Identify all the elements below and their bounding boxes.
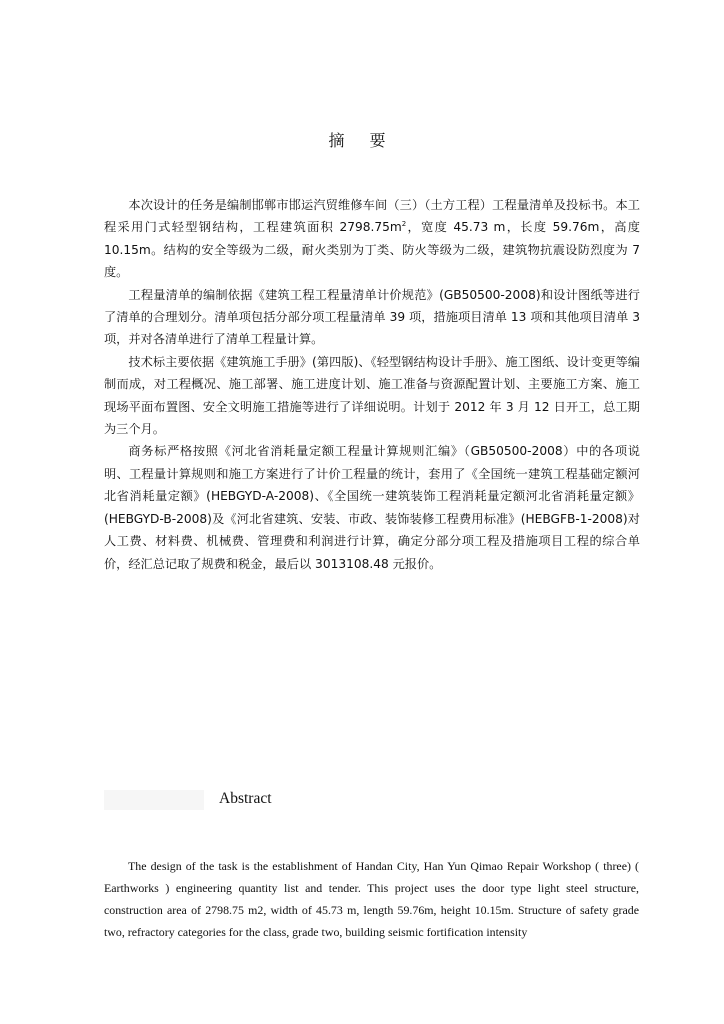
chinese-abstract-paragraph-3: 技术标主要依据《建筑施工手册》(第四版)、《轻型钢结构设计手册》、施工图纸、设计变更等编制而成，对工程概况、施工部署、施工进度计划、施工准备与资源配置计划、主要施工方案、施工现场平面布置图、安全文明施工措施等进行了详细说明。计划于 2012 年 3 月 12 日开工，总工期为三个月。: [104, 354, 640, 437]
english-abstract-title: Abstract: [219, 790, 272, 807]
english-abstract-body: [104, 855, 639, 943]
chinese-abstract-paragraph-1: [104, 194, 640, 284]
abstract-heading-shading: [104, 790, 204, 810]
chinese-abstract-p1-text-a: 本次设计的任务是编制邯郸市邯运汽贸维修车间（三）（土方工程）工程量清单及投标书。本工程采用门式轻型钢结构，工程建筑面积 2798.75m: [104, 198, 640, 235]
chinese-abstract-paragraph-4: 商务标严格按照《河北省消耗量定额工程量计算规则汇编》（GB50500-2008）中的各项说明、工程量计算规则和施工方案进行了计价工程量的统计，套用了《全国统一建筑工程基础定额河北省消耗量定额》(HEBGYD-A-2008)、《全国统一建筑装饰工程消耗量定额河北省消耗量定额》(HEBGYD-B-2008)及《河北省建筑、安装、市政、装饰装修工程费用标准》(HEBGFB-1-2008)对人工费、材料费、机械费、管理费和利润进行计算，确定分部分项工程及措施项目工程的综合单价，经汇总记取了规费和税金，最后以 3013108.48 元报价。: [104, 444, 640, 571]
chinese-abstract-p1-text-b: ，宽度 45.73 m，长度 59.76m，高度 10.15m。结构的安全等级为二级，耐火类别为丁类、防火等级为二级，建筑物抗震设防烈度为 7 度。: [104, 220, 640, 280]
chinese-abstract-body: [104, 194, 640, 575]
english-abstract-paragraph-1: The design of the task is the establishment of Handan City, Han Yun Qimao Repair Workshop ( three) ( Earthworks ) engineering quantity list and tender. This project uses the door type light steel structure, construction area of 2798.75 m2, width of 45.73 m, length 59.76m, height 10.15m. Structure of safety grade two, refractory categories for the class, grade two, building seismic fortification intensity: [104, 859, 639, 939]
chinese-abstract-title: 摘 要: [328, 131, 396, 150]
area-unit-superscript: 2: [401, 220, 407, 229]
chinese-abstract-paragraph-2: 工程量清单的编制依据《建筑工程工程量清单计价规范》(GB50500-2008)和设计图纸等进行了清单的合理划分。清单项包括分部分项工程量清单 39 项，措施项目清单 13 项和其他项目清单 3 项，并对各清单进行了清单工程量计算。: [104, 287, 640, 347]
